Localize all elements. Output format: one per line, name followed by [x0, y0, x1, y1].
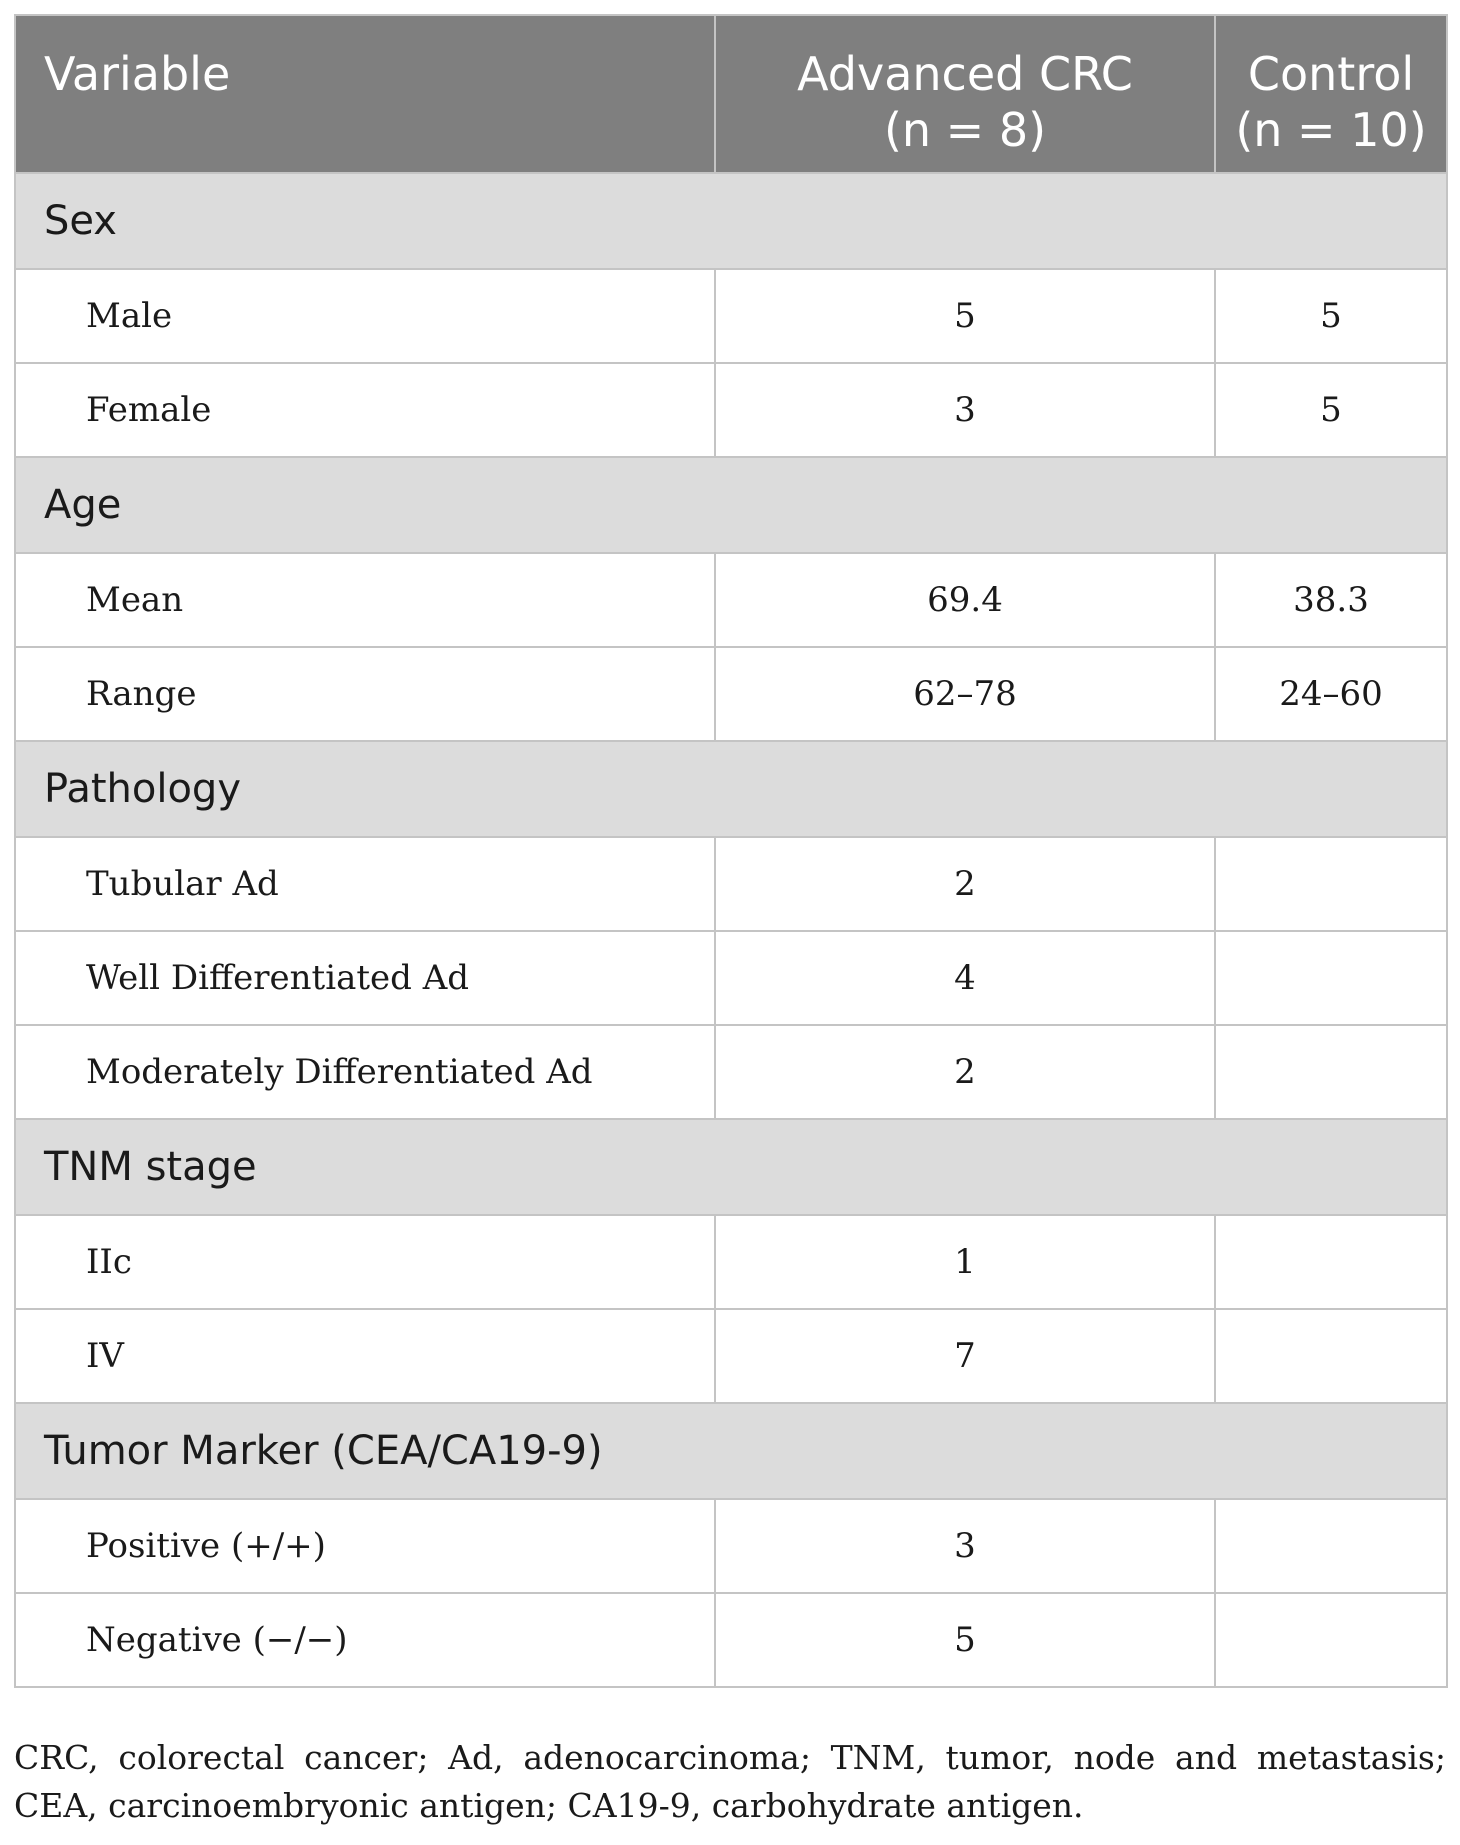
section-title: Pathology: [15, 741, 1447, 837]
control-value: 5: [1215, 363, 1447, 457]
row-label: Well Differentiated Ad: [15, 931, 715, 1025]
advanced-value: 5: [715, 1593, 1215, 1687]
section-title: Age: [15, 457, 1447, 553]
control-value: [1215, 1499, 1447, 1593]
table-row: [15, 1499, 1447, 1593]
row-label: Male: [15, 269, 715, 363]
advanced-value: 62–78: [715, 647, 1215, 741]
advanced-value: 1: [715, 1215, 1215, 1309]
row-label: IV: [15, 1309, 715, 1403]
row-label: Negative (−/−): [15, 1593, 715, 1687]
section-row-tnm-stage: [15, 1119, 1447, 1215]
section-title: Tumor Marker (CEA/CA19-9): [15, 1403, 1447, 1499]
row-label: IIc: [15, 1215, 715, 1309]
table-row: [15, 647, 1447, 741]
header-control: [1215, 15, 1447, 173]
advanced-value: 2: [715, 837, 1215, 931]
section-row-pathology: [15, 741, 1447, 837]
section-row-tumor-marker: [15, 1403, 1447, 1499]
control-value: 24–60: [1215, 647, 1447, 741]
section-row-sex: [15, 173, 1447, 269]
advanced-value: 3: [715, 1499, 1215, 1593]
control-value: [1215, 1309, 1447, 1403]
table-row: [15, 837, 1447, 931]
table-row: [15, 1593, 1447, 1687]
advanced-value: 2: [715, 1025, 1215, 1119]
header-advanced-crc-title: Advanced CRC: [797, 47, 1133, 101]
control-value: 38.3: [1215, 553, 1447, 647]
advanced-value: 69.4: [715, 553, 1215, 647]
advanced-value: 4: [715, 931, 1215, 1025]
table-row: [15, 1025, 1447, 1119]
table-row: [15, 553, 1447, 647]
table-row: [15, 1215, 1447, 1309]
control-value: [1215, 1215, 1447, 1309]
control-value: [1215, 837, 1447, 931]
row-label: Range: [15, 647, 715, 741]
control-value: [1215, 931, 1447, 1025]
section-title: Sex: [15, 173, 1447, 269]
advanced-value: 7: [715, 1309, 1215, 1403]
table-row: [15, 931, 1447, 1025]
row-label: Mean: [15, 553, 715, 647]
header-variable: Variable: [15, 15, 715, 173]
characteristics-table: [14, 14, 1448, 1688]
control-value: 5: [1215, 269, 1447, 363]
advanced-value: 3: [715, 363, 1215, 457]
header-advanced-crc-count: (n = 8): [883, 103, 1047, 157]
control-value: [1215, 1025, 1447, 1119]
header-advanced-crc: [715, 15, 1215, 173]
header-control-title: Control: [1247, 47, 1415, 101]
row-label: Female: [15, 363, 715, 457]
row-label: Tubular Ad: [15, 837, 715, 931]
table-row: [15, 1309, 1447, 1403]
header-control-count: (n = 10): [1235, 103, 1427, 157]
control-value: [1215, 1593, 1447, 1687]
advanced-value: 5: [715, 269, 1215, 363]
table-footnote: CRC, colorectal cancer; Ad, adenocarcinoma; TNM, tumor, node and metastasis; CEA, carcinoembryonic antigen; CA19-9, carbohydrate antigen.: [14, 1738, 1446, 1825]
characteristics-table-container: [14, 14, 1446, 1688]
section-row-age: [15, 457, 1447, 553]
table-header-row: [15, 15, 1447, 173]
table-row: [15, 363, 1447, 457]
section-title: TNM stage: [15, 1119, 1447, 1215]
row-label: Moderately Differentiated Ad: [15, 1025, 715, 1119]
table-row: [15, 269, 1447, 363]
row-label: Positive (+/+): [15, 1499, 715, 1593]
